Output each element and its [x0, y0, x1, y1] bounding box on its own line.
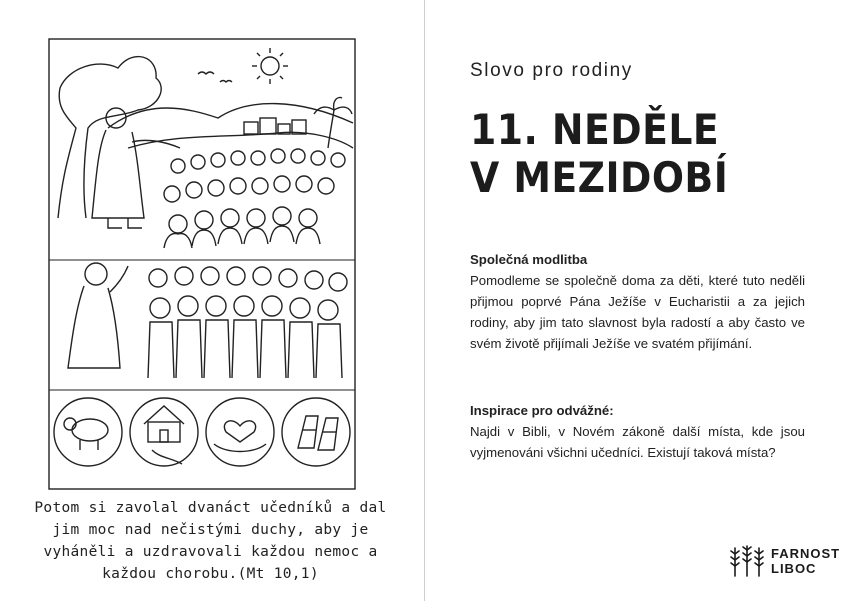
page-title: [470, 106, 728, 202]
heart-hands-icon: [206, 398, 274, 466]
sandals-icon: [282, 398, 350, 466]
bible-verse: [8, 497, 413, 585]
page-subtitle: Slovo pro rodiny: [470, 60, 633, 81]
house-icon: [130, 398, 198, 466]
logo-text: [771, 546, 840, 576]
logo-line-1: FARNOST: [771, 546, 841, 561]
inspiration-heading: Inspirace pro odvážné:: [470, 403, 614, 418]
prayer-heading: Společná modlitba: [470, 252, 588, 267]
inspiration-section: [470, 400, 805, 463]
sun-icon: [252, 48, 288, 84]
prayer-section: [470, 249, 805, 354]
verse-line: Potom si zavolal dvanáct učedníků a dal: [34, 500, 387, 516]
coloring-illustration: [48, 38, 356, 490]
title-line: V MEZIDOBÍ: [470, 153, 729, 202]
wheat-ears-icon: [727, 544, 767, 578]
title-line: 11. NEDĚLE: [470, 105, 720, 154]
right-page: [425, 0, 850, 601]
verse-line: jim moc nad nečistými duchy, aby je: [52, 522, 369, 538]
verse-line: každou chorobu.(Mt 10,1): [102, 566, 319, 582]
jesus-and-disciples-drawing: [48, 38, 356, 490]
parish-logo: [727, 544, 840, 578]
logo-line-2: LIBOC: [771, 561, 817, 576]
verse-line: vyháněli a uzdravovali každou nemoc a: [43, 544, 378, 560]
prayer-text: Pomodleme se společně doma za děti, které tuto neděli přijmou poprvé Pána Ježíše v Eucharistii a za jejich rodiny, aby jim tato slavnost byla radostí a aby často ve svém životě přijímali Ježíše ve svatém přijímání.: [470, 273, 805, 351]
sheep-icon: [54, 398, 122, 466]
inspiration-text: Najdi v Bibli, v Novém zákoně další místa, kde jsou vyjmenováni všichni učedníci. Existují taková místa?: [470, 424, 805, 460]
